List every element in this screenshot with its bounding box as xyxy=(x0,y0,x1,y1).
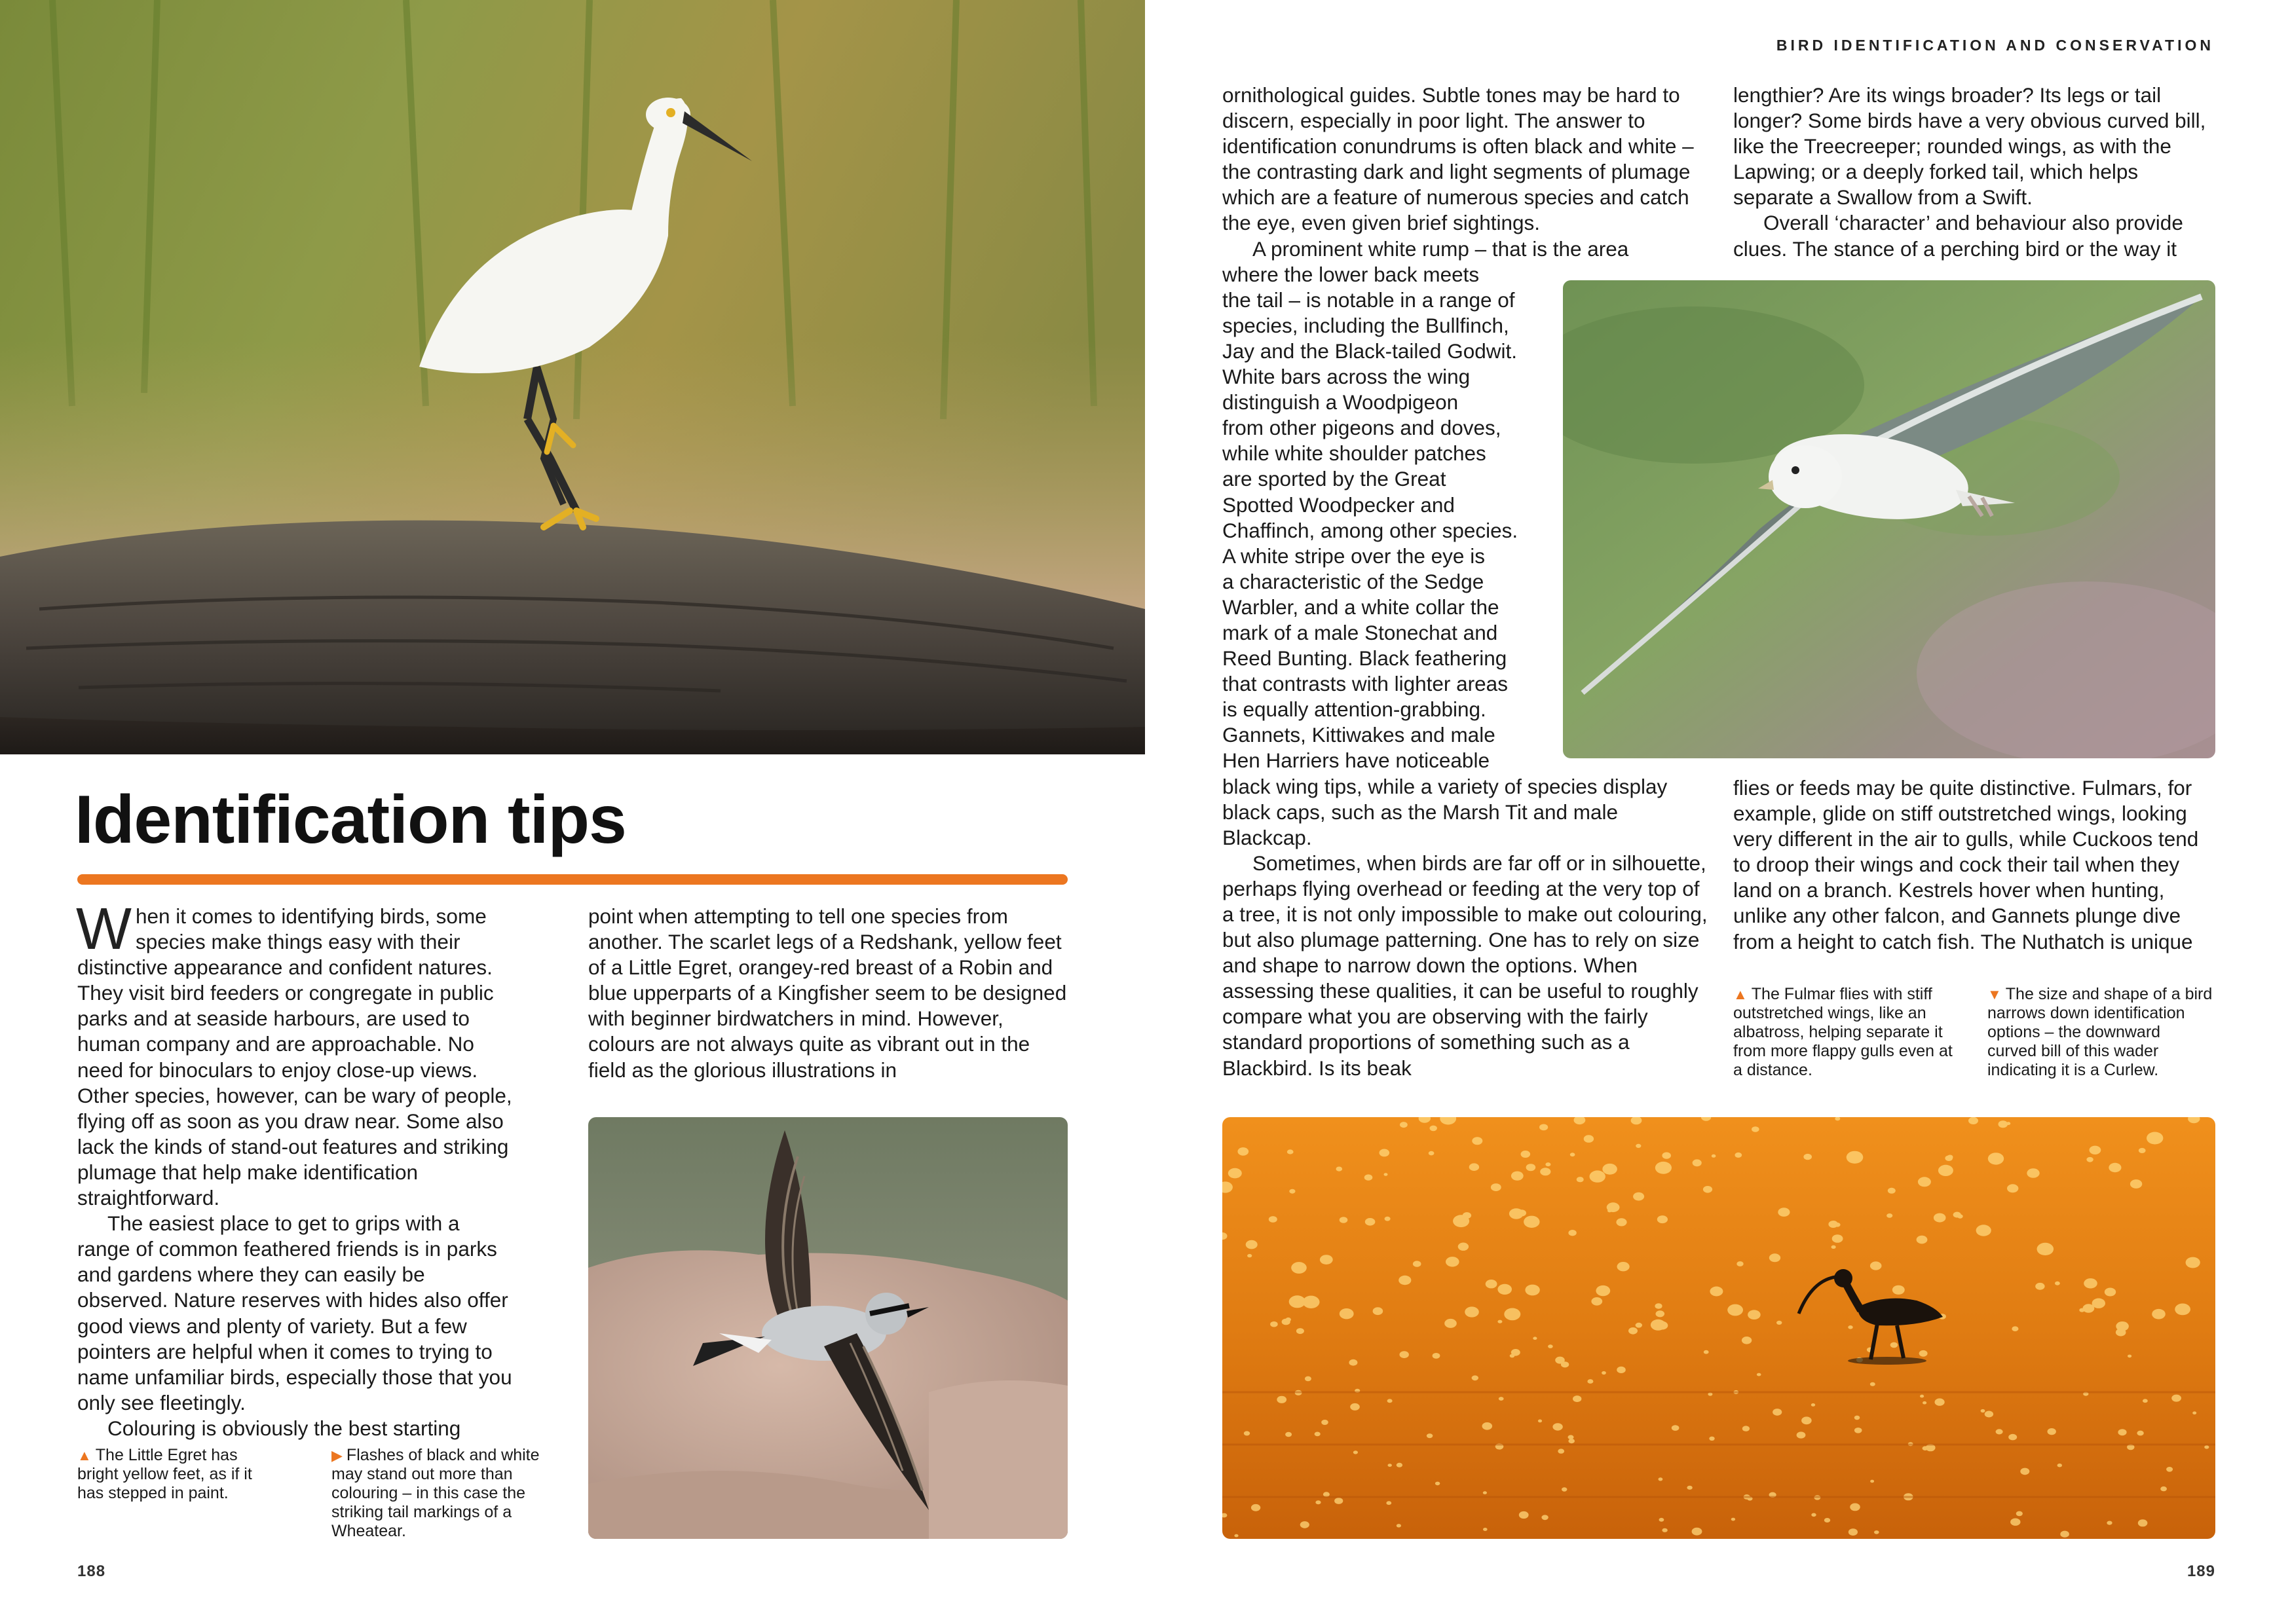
col4-paragraph-2: Overall ‘character’ and behaviour also provide clues. The stance of a perching bird or the way it xyxy=(1733,211,2183,261)
title-rule xyxy=(77,874,1068,885)
caption-arrow-right-icon: ▶ xyxy=(331,1447,343,1464)
col3-line: Gannets, Kittiwakes and male xyxy=(1222,723,1495,747)
col3-line: distinguish a Woodpigeon xyxy=(1222,390,1459,415)
col4-paragraph-1: lengthier? Are its wings broader? Its legs or tail longer? Some birds have a very obvious curved bill, like the Treecreeper; rounded wings, as with the Lapwing; or a deeply forked tail, which helps separate a Swallow from a Swift. xyxy=(1733,83,2206,210)
col3-line: from other pigeons and doves, xyxy=(1222,416,1501,440)
col3-line: mark of a male Stonechat and xyxy=(1222,620,1498,644)
col3-line: that contrasts with lighter areas xyxy=(1222,672,1508,696)
col3-line: while white shoulder patches xyxy=(1222,441,1486,466)
col2-paragraph-1: point when attempting to tell one species from another. The scarlet legs of a Redshank, yellow feet of a Little Egret, orangey-red breast of a Robin and blue upperparts of a Kingfisher seem to be designed with beginner birdwatchers in mind. However, colours are not always quite as vibrant out in the field as the glorious illustrations in xyxy=(588,904,1067,1082)
col1-paragraph-1: When it comes to identifying birds, some species make things easy with their distinctive appearance and confident natures. They visit bird feeders or congregate in public parks and at seaside harbours, are used to human company and are approachable. No need for binoculars to enjoy close-up views. Other species, however, can be wary of people, flying off as soon as you draw near. Some also lack the kinds of stand-out features and striking plumage that help make identification straightforward. xyxy=(76,896,512,1210)
col3-line: A prominent white rump – that is the area xyxy=(1252,236,1629,261)
drop-cap: W xyxy=(76,896,132,962)
page-number-left: 188 xyxy=(77,1562,106,1580)
curlew-caption: ▼ The size and shape of a bird narrows down identification options – the downward curved bill of this wader indicating it is a Curlew. xyxy=(1987,985,2213,1079)
column-4-top xyxy=(1733,83,2218,262)
little-egret-photo xyxy=(0,0,1145,754)
column-1 xyxy=(76,896,516,1441)
fulmar-photo xyxy=(1563,280,2215,758)
egret-caption: ▲ The Little Egret has bright yellow feet, as if it has stepped in paint. xyxy=(77,1446,252,1502)
col4-paragraph-3: flies or feeds may be quite distinctive. Fulmars, for example, glide on stiff outstretched wings, looking very different in the air to gulls, while Cuckoos tend to droop their wings and cock their tail when they land on a branch. Kestrels hover when hunting, unlike any other falcon, and Gannets plunge dive from a height to catch fish. The Nuthatch is unique xyxy=(1733,776,2199,953)
page-title: Identification tips xyxy=(75,782,626,858)
caption-arrow-up-icon: ▲ xyxy=(1733,986,1748,1003)
col1-paragraph-3: Colouring is obviously the best starting xyxy=(107,1416,461,1440)
col3-line: A white stripe over the eye is xyxy=(1222,544,1485,568)
col3-line: a characteristic of the Sedge xyxy=(1222,569,1484,593)
col3-paragraph-3: Sometimes, when birds are far off or in silhouette, perhaps flying overhead or feeding at the very top of a tree, it is not only impossible to make out colouring, but also plumage patterning. One has to rely on size and shape to narrow down the options. When assessing these qualities, it can be useful to roughly compare what you are observing with the fairly standard proportions of something such as a Blackbird. Is its beak xyxy=(1222,851,1708,1080)
caption-arrow-up-icon: ▲ xyxy=(77,1447,92,1464)
running-head: BIRD IDENTIFICATION AND CONSERVATION xyxy=(1776,37,2214,54)
column-2 xyxy=(588,904,1073,1083)
col3-paragraph-2: A prominent white rump – that is the area where the lower back meets the tail – is notable in a range of species, including the Bullfinch, Jay and the Black-tailed Godwit. White bars across the wing distinguish a Woodpigeon from other pigeons and doves, while white shoulder patches are sported by the Great Spotted Woodpecker and Chaffinch, among other species. A white stripe over the eye is a characteristic of the Sedge Warbler, and a white collar the mark of a male Stonechat and Reed Bunting. Black feathering that contrasts with lighter areas is equally attention-grabbing. Gannets, Kittiwakes and male Hen Harriers have noticeable black wing tips, while a variety of species display black caps, such as the Marsh Tit and male Blackcap. xyxy=(1222,236,1668,849)
column-4-bottom xyxy=(1733,775,2218,955)
col3-paragraph-1: ornithological guides. Subtle tones may be hard to discern, especially in poor light. The answer to identification conundrums is often black and white – the contrasting dark and light segments of plumage which are a feature of numerous species and catch the eye, even given brief sightings. xyxy=(1222,83,1694,235)
col3-line: where the lower back meets xyxy=(1222,262,1480,286)
col3-line: Jay and the Black-tailed Godwit. xyxy=(1222,339,1517,363)
col3-line: Spotted Woodpecker and xyxy=(1222,492,1455,517)
col3-line: White bars across the wing xyxy=(1222,365,1471,389)
col3-line: Chaffinch, among other species. xyxy=(1222,518,1518,542)
col3-line: are sported by the Great xyxy=(1222,467,1446,491)
caption-arrow-down-icon: ▼ xyxy=(1987,986,2002,1003)
col3-line: Hen Harriers have noticeable xyxy=(1222,748,1490,773)
wheatear-photo xyxy=(588,1117,1068,1539)
col3-line: the tail – is notable in a range of xyxy=(1222,287,1515,312)
curlew-photo xyxy=(1222,1117,2215,1539)
col3-line: Reed Bunting. Black feathering xyxy=(1222,646,1507,671)
page-number-right: 189 xyxy=(2187,1562,2215,1580)
fulmar-caption: ▲ The Fulmar flies with stiff outstretched wings, like an albatross, helping separate it from more flappy gulls even at a distance. xyxy=(1733,985,1953,1079)
col3-line: is equally attention-grabbing. xyxy=(1222,697,1486,722)
col3-line: species, including the Bullfinch, xyxy=(1222,313,1509,337)
col3-line: Warbler, and a white collar the xyxy=(1222,595,1499,619)
wheatear-caption: ▶ Flashes of black and white may stand out more than colouring – in this case the striking tail markings of a Wheatear. xyxy=(331,1446,540,1540)
col1-paragraph-2: The easiest place to get to grips with a range of common feathered friends is in parks and gardens where they can easily be observed. Nature reserves with hides also offer good views and plenty of variety. But a few pointers are helpful when it comes to trying to name unfamiliar birds, especially those that you only see fleetingly. xyxy=(77,1211,512,1414)
